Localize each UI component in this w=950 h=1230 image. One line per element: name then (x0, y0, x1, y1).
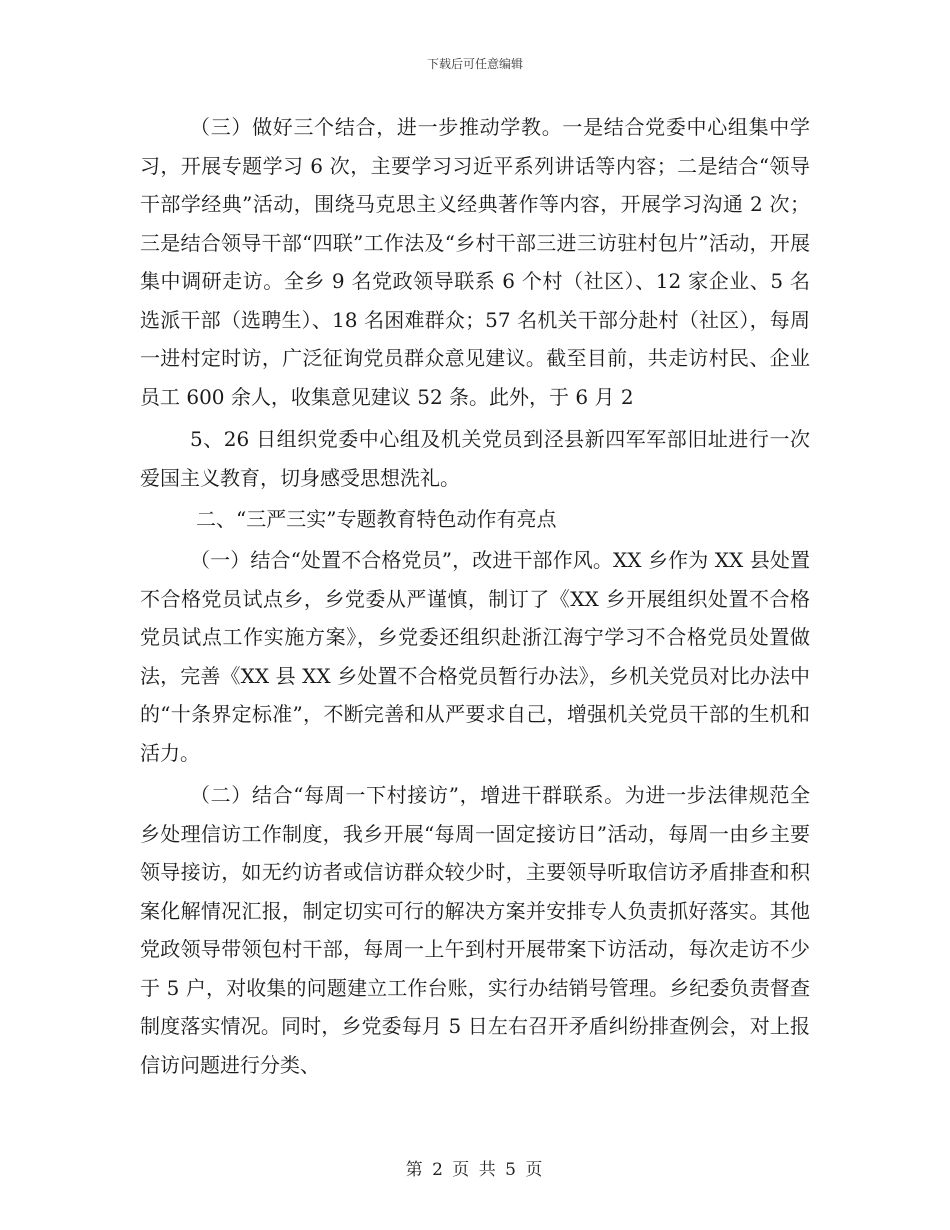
page-header: 下载后可任意编辑 (426, 57, 523, 71)
paragraph-study-combination: （三）做好三个结合，进一步推动学教。一是结合党委中心组集中学习，开展专题学习 6 次，主要学习习近平系列讲话等内容；二是结合“领导干部学经典”活动，围绕马克思主义经典著作等内容，开展学习沟通 2 次；三是结合领导干部“四联”工作法及“乡村干部三进三访驻村包片”活动，开展集中调研走访。全乡 9 名党政领导联系 6 个村（社区）、12 家企业、5 名选派干部（选聘生）、18 名困难群众；57 名机关干部分赴村（社区），每周一进村定时访，广泛征询党员群众意见建议。截至目前，共走访村民、企业员工 600 余人，收集意见建议 52 条。此外，于 6 月 2 (140, 115, 810, 409)
paragraph-patriotic-education: 5、26 日组织党委中心组及机关党员到泾县新四军军部旧址进行一次爱国主义教育，切身感受思想洗礼。 (140, 427, 810, 490)
paragraph-unqualified-members: （一）结合“处置不合格党员”，改进干部作风。XX 乡作为 XX 县处置不合格党员试点乡，乡党委从严谨慎，制订了《XX 乡开展组织处置不合格党员试点工作实施方案》，乡党委还组织赴浙江海宁学习不合格党员处置做法，完善《XX 县 XX 乡处置不合格党员暂行办法》，乡机关党员对比办法中的“十条界定标准”，不断完善和从严要求自己，增强机关党员干部的生机和活力。 (140, 548, 810, 765)
section-heading-special-education: 二、“三严三实”专题教育特色动作有亮点 (196, 507, 557, 531)
paragraph-weekly-visits: （二）结合“每周一下村接访”，增进干群联系。为进一步法律规范全乡处理信访工作制度，我乡开展“每周一固定接访日”活动，每周一由乡主要领导接访，如无约访者或信访群众较少时，主要领导听取信访矛盾排查和积案化解情况汇报，制定切实可行的解决方案并安排专人负责抓好落实。其他党政领导带领包村干部，每周一上午到村开展带案下访活动，每次走访不少于 5 户，对收集的问题建立工作台账，实行办结销号管理。乡纪委负责督查制度落实情况。同时，乡党委每月 5 日左右召开矛盾纠纷排查例会，对上报信访问题进行分类、 (140, 783, 810, 1077)
document-body (140, 108, 810, 1088)
page-number-footer: 第 2 页 共 5 页 (405, 1160, 545, 1180)
